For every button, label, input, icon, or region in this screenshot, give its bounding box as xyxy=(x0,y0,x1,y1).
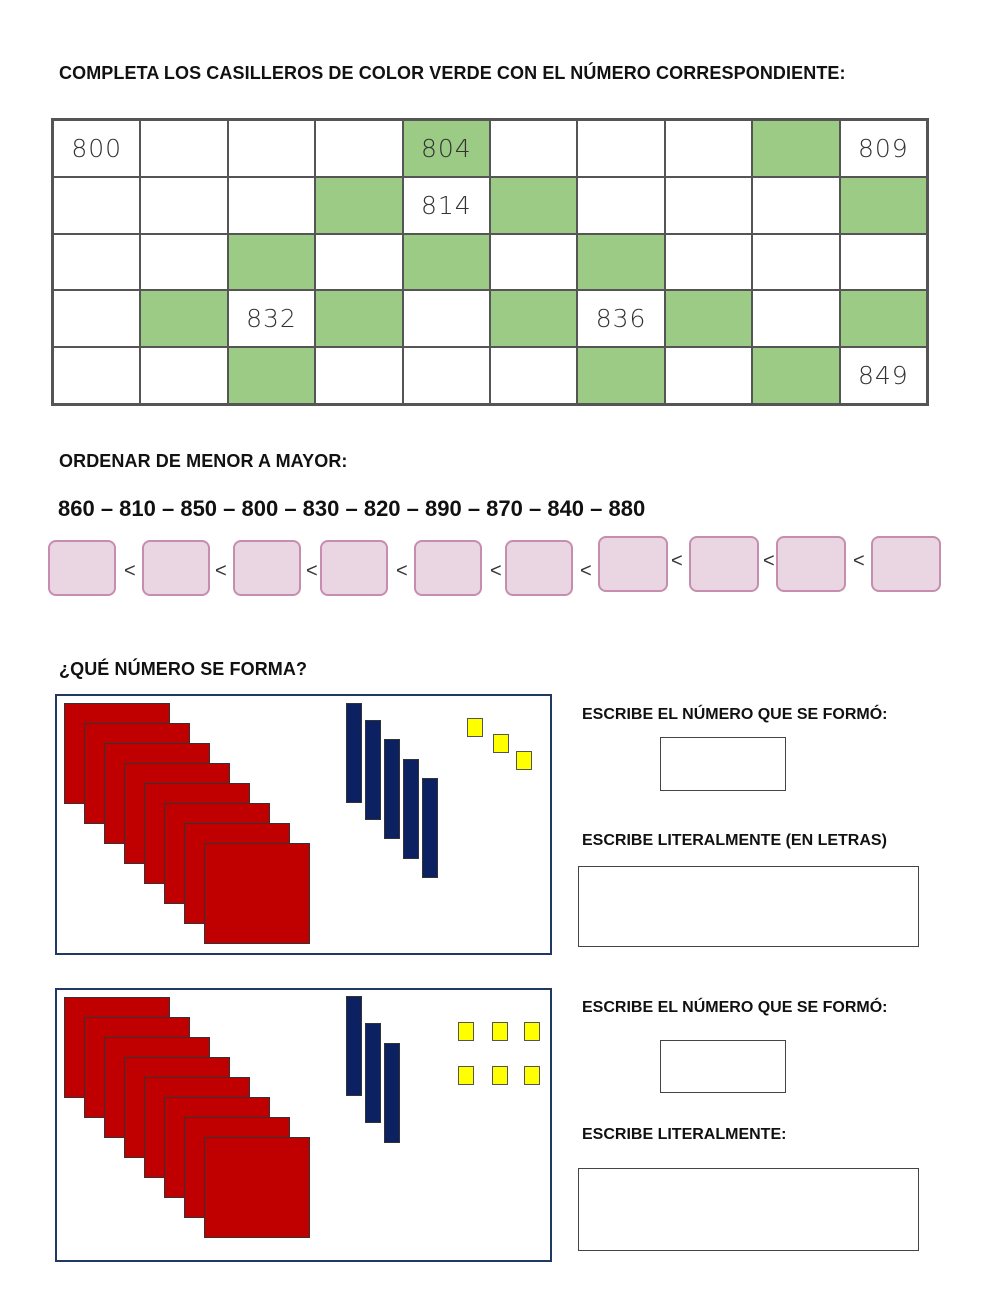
unit-cube xyxy=(458,1022,474,1041)
section2-heading: ORDENAR DE MENOR A MAYOR: xyxy=(59,451,348,471)
grid-cell xyxy=(316,348,401,403)
ten-rod xyxy=(384,739,400,839)
green-cell[interactable] xyxy=(578,348,663,403)
grid-cell xyxy=(316,121,401,176)
number-answer-box-1[interactable] xyxy=(660,737,786,791)
grid-cell xyxy=(141,348,226,403)
ten-rod xyxy=(422,778,438,878)
words-answer-box-1[interactable] xyxy=(578,866,919,947)
number-grid xyxy=(51,118,929,406)
words-answer-box-2[interactable] xyxy=(578,1168,919,1251)
grid-cell xyxy=(404,291,489,346)
given-number-cell: 832 xyxy=(229,291,314,346)
grid-cell xyxy=(753,178,838,233)
section1-heading: COMPLETA LOS CASILLEROS DE COLOR VERDE CON EL NÚMERO CORRESPONDIENTE: xyxy=(59,63,846,83)
green-cell[interactable] xyxy=(841,178,926,233)
grid-cell xyxy=(578,121,663,176)
number-label-1: ESCRIBE EL NÚMERO QUE SE FORMÓ: xyxy=(582,706,888,723)
words-label-2: ESCRIBE LITERALMENTE: xyxy=(582,1126,787,1143)
less-than-sign: < xyxy=(490,560,502,582)
green-cell[interactable] xyxy=(229,235,314,290)
grid-cell xyxy=(841,235,926,290)
unit-cube xyxy=(458,1066,474,1085)
green-cell[interactable] xyxy=(141,291,226,346)
unit-cube xyxy=(492,1022,508,1041)
ten-rod xyxy=(384,1043,400,1143)
green-cell: 804 xyxy=(404,121,489,176)
green-cell[interactable] xyxy=(753,121,838,176)
grid-cell xyxy=(753,235,838,290)
order-answer-box[interactable] xyxy=(142,540,210,596)
base-ten-blocks-panel-1 xyxy=(55,694,552,955)
order-answer-box[interactable] xyxy=(414,540,482,596)
given-number-cell: 814 xyxy=(404,178,489,233)
unit-cube xyxy=(524,1022,540,1041)
grid-cell xyxy=(666,348,751,403)
grid-cell xyxy=(54,178,139,233)
grid-cell xyxy=(316,235,401,290)
green-cell[interactable] xyxy=(666,291,751,346)
grid-cell xyxy=(666,235,751,290)
less-than-sign: < xyxy=(763,550,775,572)
grid-cell xyxy=(404,348,489,403)
grid-cell xyxy=(141,121,226,176)
grid-cell xyxy=(491,348,576,403)
order-answer-box[interactable] xyxy=(598,536,668,592)
order-answer-box[interactable] xyxy=(233,540,301,596)
given-number-cell: 836 xyxy=(578,291,663,346)
green-cell[interactable] xyxy=(491,291,576,346)
unit-cube xyxy=(516,751,532,770)
number-answer-box-2[interactable] xyxy=(660,1040,786,1093)
grid-cell xyxy=(141,235,226,290)
order-answer-box[interactable] xyxy=(871,536,941,592)
green-cell[interactable] xyxy=(229,348,314,403)
green-cell[interactable] xyxy=(841,291,926,346)
less-than-sign: < xyxy=(215,560,227,582)
order-answer-box[interactable] xyxy=(776,536,846,592)
ten-rod xyxy=(365,720,381,820)
green-cell[interactable] xyxy=(491,178,576,233)
base-ten-blocks-panel-2 xyxy=(55,988,552,1262)
given-number-cell: 800 xyxy=(54,121,139,176)
grid-cell xyxy=(229,121,314,176)
unit-cube xyxy=(492,1066,508,1085)
unit-cube xyxy=(467,718,483,737)
order-answer-box[interactable] xyxy=(320,540,388,596)
ten-rod xyxy=(346,996,362,1096)
unit-cube xyxy=(493,734,509,753)
less-than-sign: < xyxy=(853,550,865,572)
less-than-sign: < xyxy=(671,550,683,572)
hundred-block xyxy=(204,843,310,944)
grid-cell xyxy=(229,178,314,233)
grid-cell xyxy=(491,235,576,290)
green-cell[interactable] xyxy=(316,291,401,346)
ten-rod xyxy=(403,759,419,859)
grid-cell xyxy=(666,121,751,176)
less-than-sign: < xyxy=(306,560,318,582)
less-than-sign: < xyxy=(396,560,408,582)
grid-cell xyxy=(54,291,139,346)
green-cell[interactable] xyxy=(404,235,489,290)
ten-rod xyxy=(346,703,362,803)
number-sequence: 860 – 810 – 850 – 800 – 830 – 820 – 890 – 870 – 840 – 880 xyxy=(58,496,646,521)
unit-cube xyxy=(524,1066,540,1085)
section3-heading: ¿QUÉ NÚMERO SE FORMA? xyxy=(59,659,308,679)
grid-cell xyxy=(666,178,751,233)
hundred-block xyxy=(204,1137,310,1238)
order-answer-box[interactable] xyxy=(505,540,573,596)
green-cell[interactable] xyxy=(753,348,838,403)
grid-cell xyxy=(54,235,139,290)
less-than-sign: < xyxy=(580,560,592,582)
words-label-1: ESCRIBE LITERALMENTE (EN LETRAS) xyxy=(582,832,887,849)
given-number-cell: 809 xyxy=(841,121,926,176)
number-label-2: ESCRIBE EL NÚMERO QUE SE FORMÓ: xyxy=(582,999,888,1016)
ten-rod xyxy=(365,1023,381,1123)
order-answer-box[interactable] xyxy=(48,540,116,596)
green-cell[interactable] xyxy=(316,178,401,233)
grid-cell xyxy=(753,291,838,346)
grid-cell xyxy=(54,348,139,403)
grid-cell xyxy=(578,178,663,233)
green-cell[interactable] xyxy=(578,235,663,290)
order-answer-box[interactable] xyxy=(689,536,759,592)
given-number-cell: 849 xyxy=(841,348,926,403)
less-than-sign: < xyxy=(124,560,136,582)
grid-cell xyxy=(141,178,226,233)
grid-cell xyxy=(491,121,576,176)
